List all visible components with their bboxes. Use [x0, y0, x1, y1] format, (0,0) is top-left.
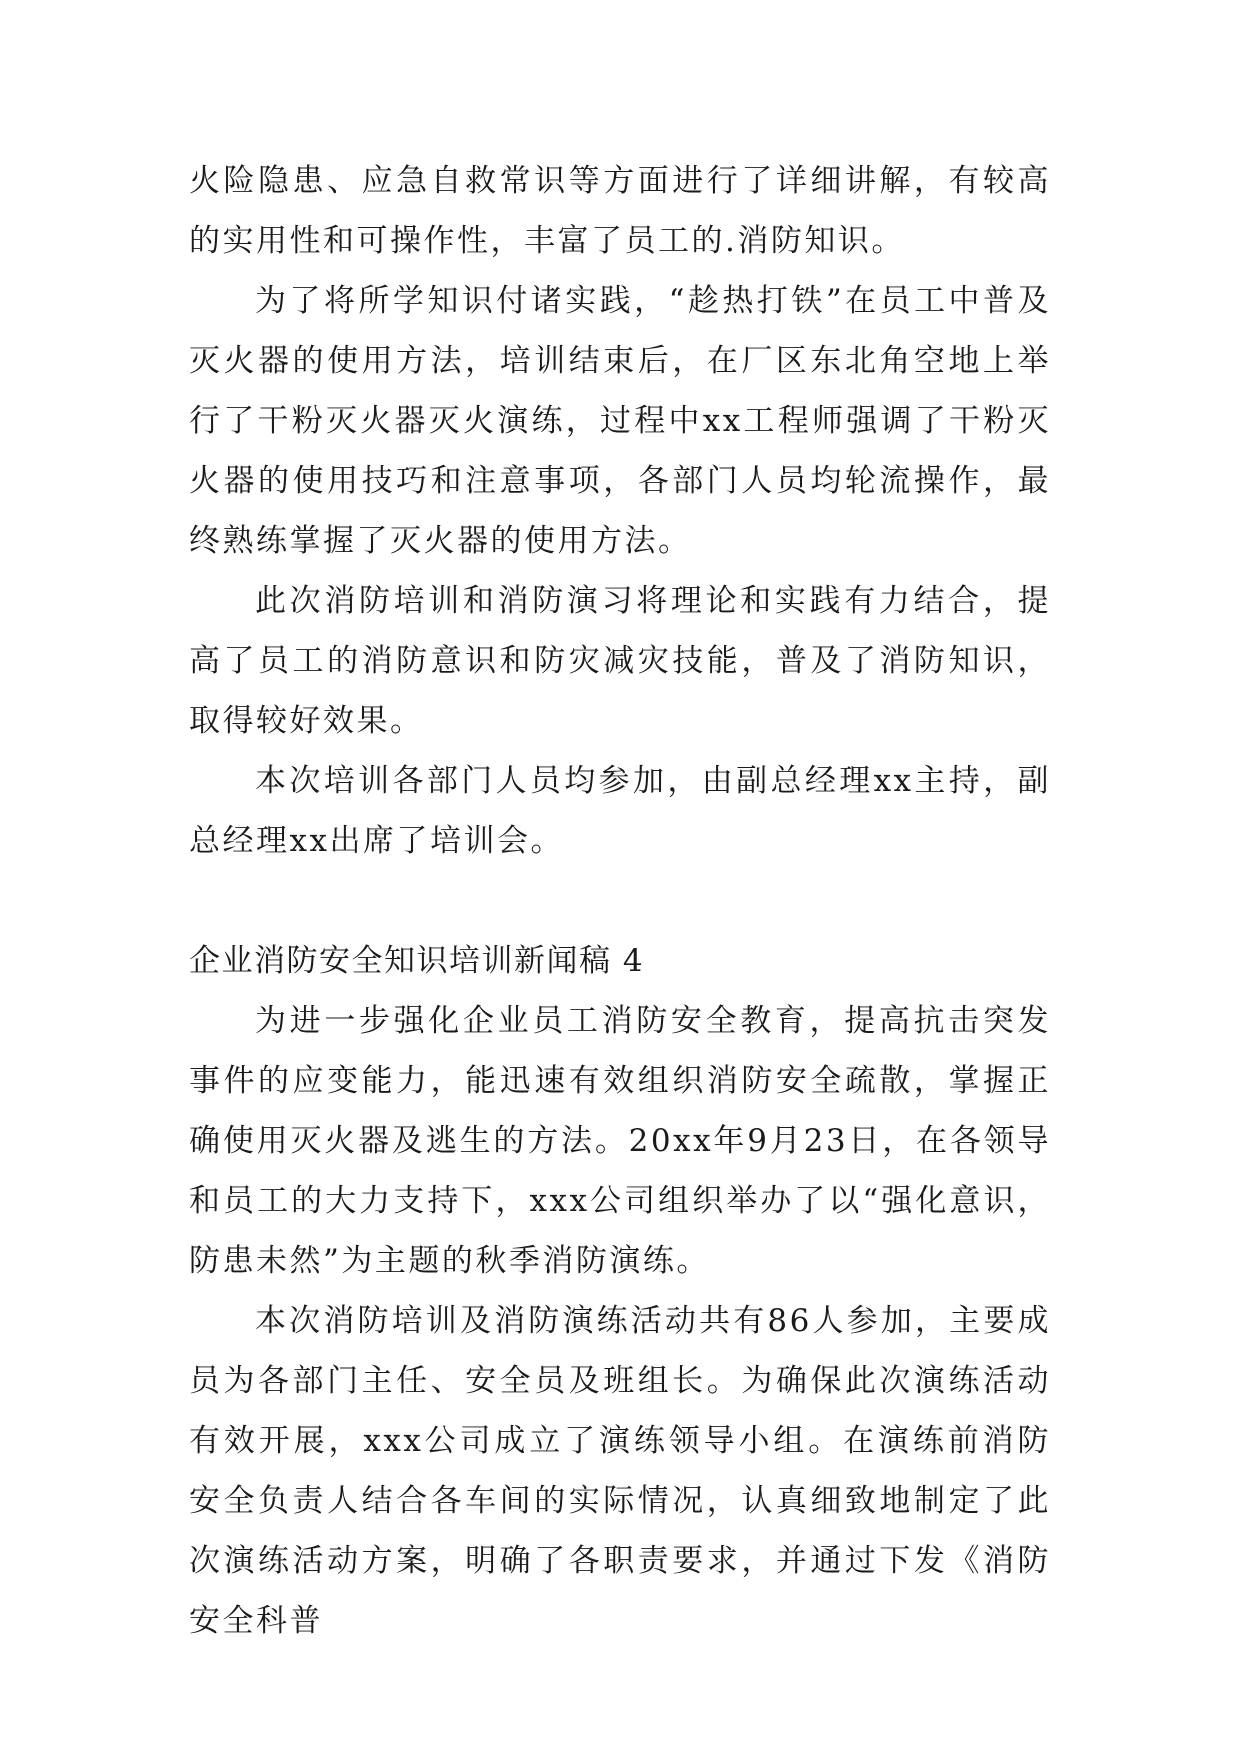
section-spacer	[189, 871, 1051, 931]
paragraph-continuation: 火险隐患、应急自救常识等方面进行了详细讲解，有较高的实用性和可操作性，丰富了员工的.消防知识。	[189, 163, 1051, 259]
paragraph-attendance: 本次培训各部门人员均参加，由副总经理xx主持，副总经理xx出席了培训会。	[189, 763, 1051, 859]
document-body	[189, 151, 1051, 1651]
paragraph-extinguisher-drill: 为了将所学知识付诸实践，“趁热打铁”在员工中普及灭火器的使用方法，培训结束后，在厂区东北角空地上举行了干粉灭火器灭火演练，过程中xx工程师强调了干粉灭火器的使用技巧和注意事项，各部门人员均轮流操作，最终熟练掌握了灭火器的使用方法。	[189, 283, 1051, 559]
paragraph-training-result: 此次消防培训和消防演习将理论和实践有力结合，提高了员工的消防意识和防灾减灾技能，普及了消防知识，取得较好效果。	[189, 583, 1051, 739]
section-heading: 企业消防安全知识培训新闻稿 4	[189, 943, 645, 979]
paragraph-drill-participants: 本次消防培训及消防演练活动共有86人参加，主要成员为各部门主任、安全员及班组长。为确保此次演练活动有效开展，xxx公司成立了演练领导小组。在演练前消防安全负责人结合各车间的实际情况，认真细致地制定了此次演练活动方案，明确了各职责要求，并通过下发《消防安全科普	[189, 1303, 1051, 1639]
paragraph-drill-intro: 为进一步强化企业员工消防安全教育，提高抗击突发事件的应变能力，能迅速有效组织消防安全疏散，掌握正确使用灭火器及逃生的方法。20xx年9月23日，在各领导和员工的大力支持下，xxx公司组织举办了以“强化意识，防患未然”为主题的秋季消防演练。	[189, 1003, 1051, 1279]
